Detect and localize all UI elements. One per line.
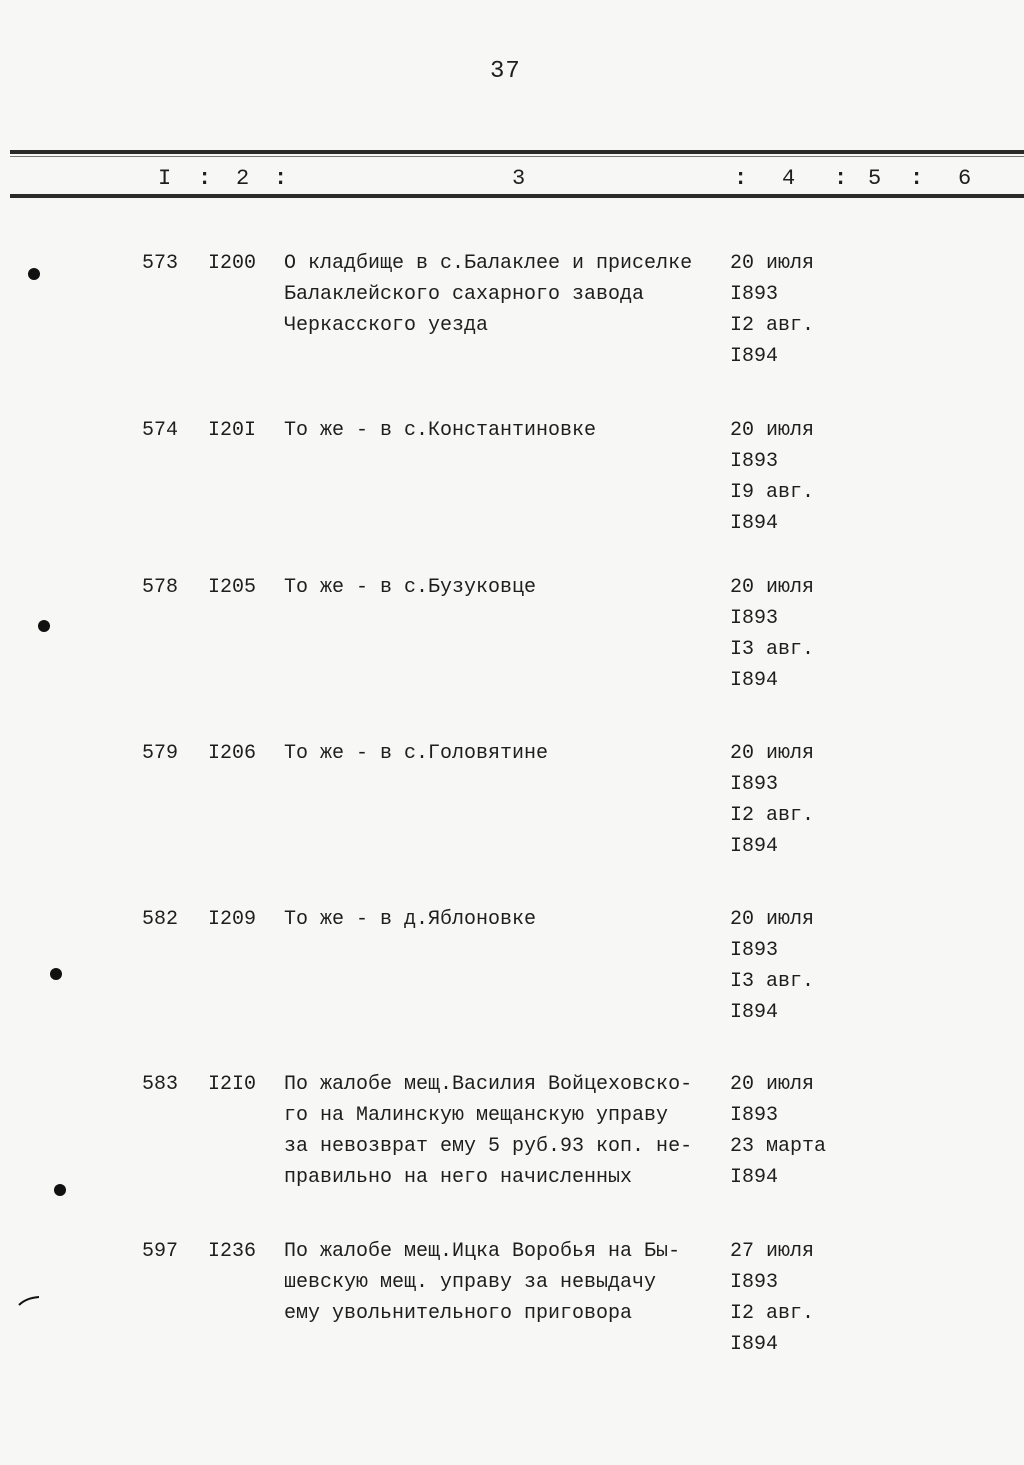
record-description [284, 572, 724, 603]
punch-hole-mark [50, 968, 62, 980]
end-year: I894 [730, 1166, 779, 1189]
start-year: I893 [730, 283, 779, 306]
file-number: I206 [208, 742, 257, 765]
record-dates [730, 1069, 826, 1193]
description-line: Черкасского уезда [284, 314, 489, 337]
start-year: I893 [730, 1104, 779, 1127]
start-date: 20 июля [730, 576, 815, 599]
record-description [284, 738, 724, 769]
column-header-4: 4 [782, 166, 796, 191]
record-number: 574 [142, 419, 179, 442]
record-number: 579 [142, 742, 179, 765]
description-line: го на Малинскую мещанскую управу [284, 1104, 669, 1127]
start-year: I893 [730, 607, 779, 630]
column-separator: : [198, 166, 212, 191]
description-line: То же - в д.Яблоновке [284, 908, 537, 931]
end-date: I3 авг. [730, 638, 815, 661]
column-separator: : [274, 166, 288, 191]
end-date: I3 авг. [730, 970, 815, 993]
file-number: I200 [208, 252, 257, 275]
description-line: шевскую мещ. управу за невыдачу [284, 1271, 657, 1294]
column-separator: : [734, 166, 748, 191]
end-year: I894 [730, 1001, 779, 1024]
end-date: I2 авг. [730, 804, 815, 827]
column-separator: : [834, 166, 848, 191]
record-dates [730, 904, 814, 1028]
start-date: 20 июля [730, 252, 815, 275]
record-description [284, 1069, 724, 1193]
end-date: 23 марта [730, 1135, 827, 1158]
record-description [284, 248, 724, 341]
start-date: 27 июля [730, 1240, 815, 1263]
description-line: О кладбище в с.Балаклее и приселке [284, 252, 693, 275]
description-line: правильно на него начисленных [284, 1166, 633, 1189]
file-number: I236 [208, 1240, 257, 1263]
description-line: По жалобе мещ.Ицка Воробья на Бы- [284, 1240, 681, 1263]
file-number: I2I0 [208, 1073, 257, 1096]
record-number: 583 [142, 1073, 179, 1096]
end-date: I2 авг. [730, 1302, 815, 1325]
record-dates [730, 248, 814, 372]
record-number: 582 [142, 908, 179, 931]
punch-hole-mark [38, 620, 50, 632]
pen-stroke-mark [18, 1296, 40, 1306]
description-line: за невозврат ему 5 руб.93 коп. не- [284, 1135, 693, 1158]
punch-hole-mark [28, 268, 40, 280]
end-year: I894 [730, 1333, 779, 1356]
header-bottom-rule [10, 194, 1024, 198]
end-year: I894 [730, 345, 779, 368]
column-header-3: 3 [512, 166, 526, 191]
record-number: 597 [142, 1240, 179, 1263]
record-dates [730, 572, 814, 696]
record-dates [730, 738, 814, 862]
page-number: 37 [490, 58, 521, 85]
column-separator: : [910, 166, 924, 191]
start-date: 20 июля [730, 1073, 815, 1096]
end-date: I2 авг. [730, 314, 815, 337]
start-date: 20 июля [730, 908, 815, 931]
start-year: I893 [730, 773, 779, 796]
record-description [284, 415, 724, 446]
punch-hole-mark [54, 1184, 66, 1196]
header-top-rule [10, 150, 1024, 154]
record-dates [730, 1236, 814, 1360]
description-line: То же - в с.Константиновке [284, 419, 597, 442]
description-line: То же - в с.Бузуковце [284, 576, 537, 599]
file-number: I20I [208, 419, 257, 442]
end-year: I894 [730, 835, 779, 858]
record-description [284, 1236, 724, 1329]
end-year: I894 [730, 512, 779, 535]
record-dates [730, 415, 814, 539]
record-number: 578 [142, 576, 179, 599]
header-thin-rule [10, 156, 1024, 157]
column-header-6: 6 [958, 166, 972, 191]
column-header-2: 2 [236, 166, 250, 191]
start-date: 20 июля [730, 742, 815, 765]
start-date: 20 июля [730, 419, 815, 442]
start-year: I893 [730, 1271, 779, 1294]
description-line: Балаклейского сахарного завода [284, 283, 645, 306]
end-date: I9 авг. [730, 481, 815, 504]
description-line: ему увольнительного приговора [284, 1302, 633, 1325]
description-line: То же - в с.Головятине [284, 742, 549, 765]
description-line: По жалобе мещ.Василия Войцеховско- [284, 1073, 693, 1096]
column-header-5: 5 [868, 166, 882, 191]
end-year: I894 [730, 669, 779, 692]
record-description [284, 904, 724, 935]
start-year: I893 [730, 450, 779, 473]
file-number: I205 [208, 576, 257, 599]
start-year: I893 [730, 939, 779, 962]
record-number: 573 [142, 252, 179, 275]
column-header-1: I [158, 166, 172, 191]
file-number: I209 [208, 908, 257, 931]
